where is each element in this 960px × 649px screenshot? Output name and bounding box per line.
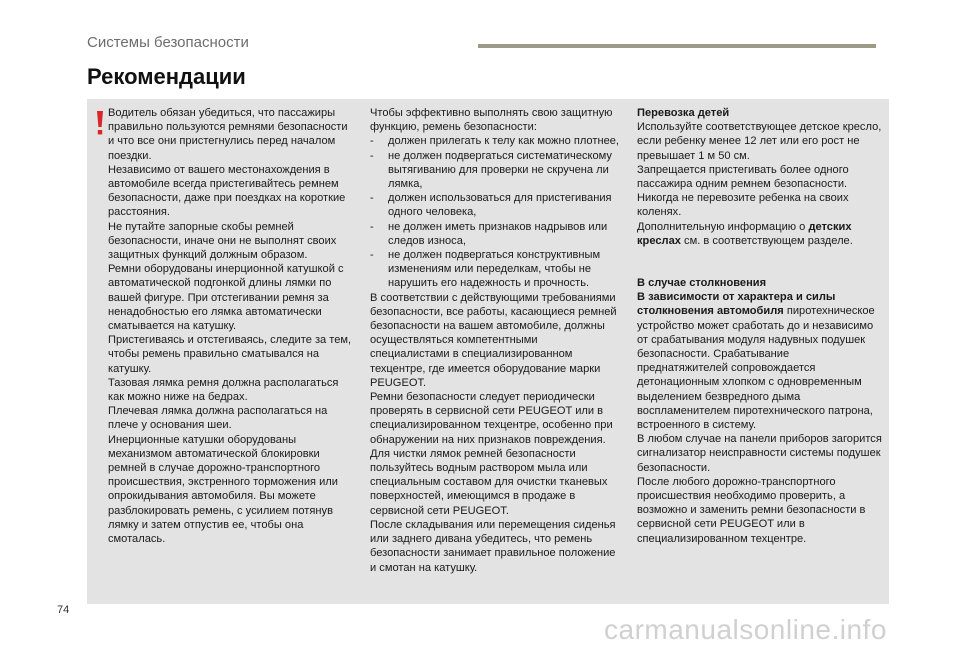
dash-bullet: - <box>370 135 374 148</box>
paragraph-tail: пиротехническое устройство может сработать до и независимо от срабатывания модуля надувных подушек безопасности. Срабатывание преднатяжителей сопровождается детонационным хлопком с одновременным выделением безвредного дыма воспламенителем пиротехнического патрона, встроенного в систему. <box>637 305 875 432</box>
dash-bullet: - <box>370 192 374 205</box>
paragraph: Тазовая лямка ремня должна располагаться как можно ниже на бедрах. <box>108 376 339 404</box>
column-1 <box>108 106 352 546</box>
list-item-text: не должен подвергаться систематическому вытягиванию для проверки не скручена ли лямка, <box>388 149 612 191</box>
paragraph: Водитель обязан убедиться, что пассажиры правильно пользуются ремнями безопасности и что все они пристегнулись перед началом поездки. <box>108 107 348 162</box>
paragraph: Ремни безопасности следует периодически проверять в сервисной сети PEUGEOT или в специализированном техцентре, особенно при обнаружении на них признаков повреждения. <box>370 391 613 446</box>
paragraph: Пристегиваясь и отстегиваясь, следите за тем, чтобы ремень правильно сматывался на катушку. <box>108 334 352 375</box>
paragraph: Запрещается пристегивать более одного пассажира одним ремнем безопасности. <box>637 163 849 191</box>
spacer <box>637 248 883 276</box>
list-item-text: не должен подвергаться конструктивным изменениям или переделкам, чтобы не нарушить его надежность и прочность. <box>388 249 601 290</box>
watermark: carmanualsonline.info <box>604 614 887 645</box>
section-title: Системы безопасности <box>87 34 249 51</box>
paragraph <box>637 290 883 432</box>
list-item-text: не должен иметь признаков надрывов или следов износа, <box>388 220 608 247</box>
paragraph: Ремни оборудованы инерционной катушкой с автоматической подгонкой длины лямки по вашей фигуре. При отстегивании ремня за ненадобностью его лямка автоматически сматывается на катушку. <box>108 263 344 333</box>
subheading-collision: В случае столкновения <box>637 277 767 290</box>
paragraph: Инерционные катушки оборудованы механизмом автоматической блокировки ремней в случае дорожно-транспортного происшествия, экстренного торможения или опрокидывания автомобиля. Вы можете разблокировать ремень, с усилием потянув лямку и затем отпустив ее, чтобы она смоталась. <box>108 433 338 546</box>
warning-exclamation-icon <box>95 110 105 136</box>
paragraph: Для чистки лямок ремней безопасности пользуйтесь водным раствором мыла или специальным составом для очистки тканевых поверхностей, имеющимся в продаже в сервисной сети PEUGEOT. <box>370 447 608 517</box>
list-item-text: должен прилегать к телу как можно плотнее, <box>388 135 619 148</box>
paragraph: В любом случае на панели приборов загорится сигнализатор неисправности системы подушек безопасности. <box>637 433 882 474</box>
list-item <box>370 248 620 291</box>
paragraph-lead: Дополнительную информацию о <box>637 220 806 233</box>
paragraph: Никогда не перевозите ребенка на своих коленях. <box>637 192 849 219</box>
list-item <box>370 191 620 219</box>
paragraph-bold-lead: В зависимости от характера и силы столкновения автомобиля <box>637 291 836 318</box>
cross-reference: детских креслах <box>637 220 852 247</box>
paragraph: В соответствии с действующими требованиями безопасности, все работы, касающиеся ремней безопасности на вашем автомобиле, должны осуществляться компетентными специалистами в специализированном техцентре, где имеется оборудование марки PEUGEOT. <box>370 291 617 389</box>
list-item <box>370 149 620 192</box>
page-title: Рекомендации <box>87 64 246 89</box>
paragraph: Плечевая лямка должна располагаться на плече у основания шеи. <box>108 405 328 432</box>
list-item-text: должен использоваться для пристегивания одного человека, <box>388 192 612 219</box>
column-2 <box>370 106 620 575</box>
paragraph: После складывания или перемещения сиденья или заднего дивана убедитесь, что ремень безопасности занимает правильное положение и смотан на катушку. <box>370 518 616 574</box>
list-item <box>370 134 620 148</box>
list-item <box>370 220 620 248</box>
subheading-child-transport: Перевозка детей <box>637 107 730 119</box>
dash-bullet: - <box>370 220 374 233</box>
header-rule <box>478 44 876 48</box>
dash-bullet: - <box>370 149 374 162</box>
paragraph: Не путайте запорные скобы ремней безопасности, иначе они не выполнят своих защитных функций должным образом. <box>108 220 337 262</box>
paragraph: Используйте соответствующее детское кресло, если ребенку менее 12 лет или его рост не превышает 1 м 50 см. <box>637 121 882 162</box>
dash-bullet: - <box>370 249 374 262</box>
paragraph-tail: см. в соответствующем разделе. <box>684 234 853 247</box>
column-3 <box>637 106 883 546</box>
page-number: 74 <box>57 604 70 616</box>
paragraph: Независимо от вашего местонахождения в автомобиле всегда пристегивайтесь ремнем безопасности, даже при поездках на короткие расстояния. <box>108 163 346 219</box>
paragraph: Чтобы эффективно выполнять свою защитную функцию, ремень безопасности: <box>370 107 613 134</box>
paragraph <box>637 220 883 248</box>
paragraph: После любого дорожно-транспортного происшествия необходимо проверить, а возможно и заменить ремни безопасности в сервисной сети PEUGEOT или в специализированном техцентре. <box>637 475 866 545</box>
